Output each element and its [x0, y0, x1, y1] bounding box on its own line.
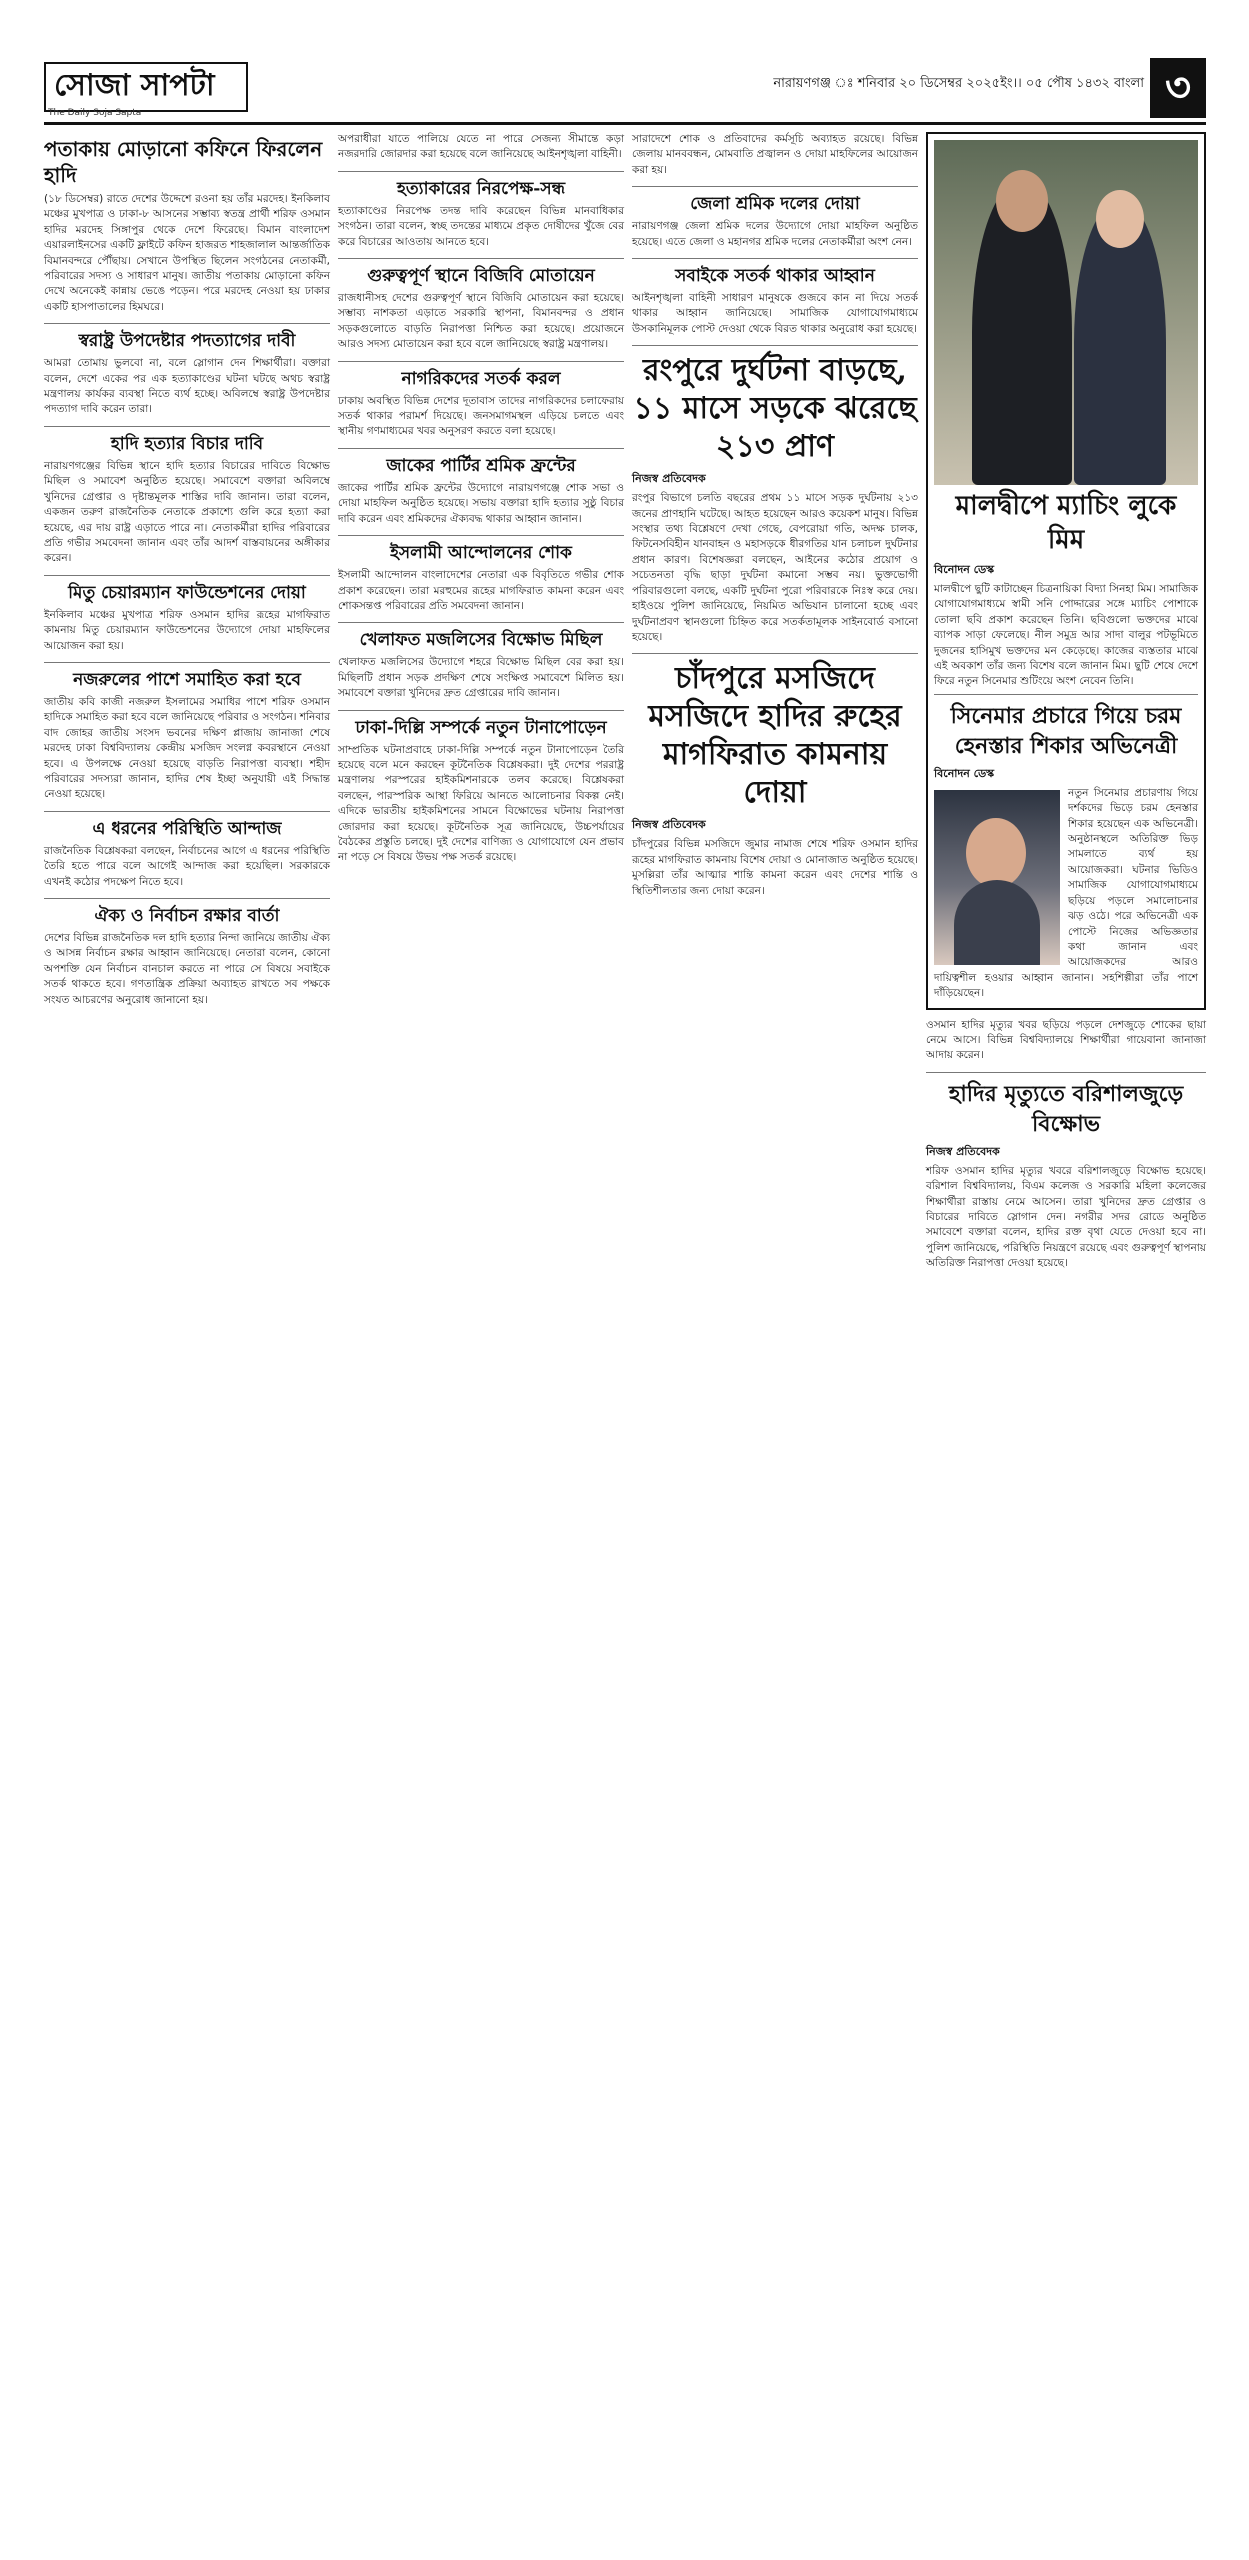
page-number: ৩ — [1150, 58, 1206, 118]
article-headline: মিতু চেয়ারম্যান ফাউন্ডেশনের দোয়া — [68, 582, 306, 603]
dateline: নারায়ণগঞ্জ ঃ শনিবার ২০ ডিসেম্বর ২০২৫ইং।। ০৫ পৌষ ১৪৩২ বাংলা — [773, 76, 1144, 91]
article-byline: বিনোদন ডেস্ক — [934, 563, 995, 576]
article-byline: নিজস্ব প্রতিবেদক — [926, 1144, 1000, 1158]
actress-photo — [934, 790, 1060, 965]
article — [44, 905, 330, 1008]
article-headline: জাকের পার্টির শ্রমিক ফ্রন্টের — [386, 455, 576, 476]
article-body: জাতীয় কবি কাজী নজরুল ইসলামের সমাধির পাশে শরিফ ওসমান হাদিকে সমাহিত করা হবে বলে জানিয়েছে পরিবার ও সংগঠন। শনিবার বাদ জোহর জাতীয় সংসদ ভবনের দক্ষিণ প্লাজায় জানাজা শেষে মরদেহ ঢাকা বিশ্ববিদ্যালয় কেন্দ্রীয় মসজিদ সংলগ্ন কবরস্থানে নেওয়া হবে। এ উপলক্ষে নেওয়া হয়েছে বাড়তি নিরাপত্তা ব্যবস্থা। শহীদ পরিবারের সদস্যরা জানান, হাদির শেষ ইচ্ছা অনুযায়ী এই সিদ্ধান্ত নেওয়া হয়েছে। — [44, 695, 330, 801]
article-headline: জেলা শ্রমিক দলের দোয়া — [690, 194, 860, 215]
article-body: সারাদেশে শোক ও প্রতিবাদের কর্মসূচি অব্যাহত রয়েছে। বিভিন্ন জেলায় মানববন্ধন, মোমবাতি প্রজ্বালন ও দোয়া মাহফিলের আয়োজন করা হয়। — [632, 133, 918, 176]
article-body: ওসমান হাদির মৃত্যুর খবর ছড়িয়ে পড়লে দেশজুড়ে শোকের ছায়া নেমে আসে। বিভিন্ন বিশ্ববিদ্যালয়ে শিক্ষার্থীরা গায়েবানা জানাজা আদায় করেন। — [926, 1018, 1206, 1062]
article-headline: ইসলামী আন্দোলনের শোক — [390, 543, 572, 564]
masthead — [44, 62, 1206, 125]
article — [44, 818, 330, 890]
article — [338, 629, 624, 701]
article — [338, 178, 624, 250]
article-headline: স্বরাষ্ট্র উপদেষ্টার পদত্যাগের দাবী — [78, 331, 296, 352]
article-headline: নজরুলের পাশে সমাহিত করা হবে — [73, 669, 301, 690]
article-body: আমরা তোমায় ভুলবো না, বলে স্লোগান দেন শিক্ষার্থীরা। বক্তারা বলেন, দেশে একের পর এক হত্যাকাণ্ডের ঘটনা ঘটছে অথচ স্বরাষ্ট্র মন্ত্রণালয় কার্যকর ব্যবস্থা নিতে ব্যর্থ হচ্ছে। অবিলম্বে স্বরাষ্ট্র উপদেষ্টার পদত্যাগ দাবি করেন তারা। — [44, 357, 330, 416]
article-body: নতুন সিনেমার প্রচারণায় গিয়ে দর্শকদের ভিড়ে চরম হেনস্তার শিকার হয়েছেন এক অভিনেত্রী। অনুষ্ঠানস্থলে অতিরিক্ত ভিড় সামলাতে ব্যর্থ হয় আয়োজকরা। ঘটনার ভিডিও সামাজিক যোগাযোগমাধ্যমে ছড়িয়ে পড়লে সমালোচনার ঝড় ওঠে। পরে অভিনেত্রী এক পোস্টে নিজের অভিজ্ঞতার কথা জানান এবং আয়োজকদের আরও দায়িত্বশীল হওয়ার আহ্বান জানান। সহশিল্পীরা তাঁর পাশে দাঁড়িয়েছেন। — [934, 786, 1198, 1000]
column-2 — [338, 132, 624, 874]
article-body: ঢাকায় অবস্থিত বিভিন্ন দেশের দূতাবাস তাদের নাগরিকদের চলাফেরায় সতর্ক থাকার পরামর্শ দিয়েছে। জনসমাগমস্থল এড়িয়ে চলতে এবং স্থানীয় গণমাধ্যমের খবর অনুসরণ করতে বলা হয়েছে। — [338, 394, 624, 438]
article-body: মালদ্বীপে ছুটি কাটাচ্ছেন চিত্রনায়িকা বিদ্যা সিনহা মিম। সামাজিক যোগাযোগমাধ্যমে স্বামী সনি পোদ্দারের সঙ্গে ম্যাচিং পোশাকে তোলা ছবি প্রকাশ করেছেন তিনি। ছবিগুলো ভক্তদের মাঝে ব্যাপক সাড়া ফেলেছে। নীল সমুদ্র আর সাদা বালুর পটভূমিতে দুজনের হাসিমুখ ভক্তদের মন কেড়েছে। কাজের ব্যস্ততার মাঝে এই অবকাশ তাঁর জন্য বিশেষ বলে জানান মিম। ছুটি শেষে দেশে ফিরে নতুন সিনেমার শুটিংয়ে অংশ নেবেন তিনি। — [934, 583, 1198, 688]
article-headline: খেলাফত মজলিসের বিক্ষোভ মিছিল — [359, 630, 603, 651]
article-body: আইনশৃঙ্খলা বাহিনী সাধারণ মানুষকে গুজবে কান না দিয়ে সতর্ক থাকার আহ্বান জানিয়েছে। সামাজিক যোগাযোগমাধ্যমে উসকানিমূলক পোস্ট দেওয়া থেকে বিরত থাকার অনুরোধ করা হয়েছে। — [632, 292, 918, 335]
article-headline: চাঁদপুরে মসজিদে মসজিদে হাদির রুহের মাগফিরাত কামনায় দোয়া — [648, 661, 902, 811]
article — [632, 660, 918, 899]
article-body: জাকের পার্টির শ্রমিক ফ্রন্টের উদ্যোগে নারায়ণগঞ্জে শোক সভা ও দোয়া মাহফিল অনুষ্ঠিত হয়েছে। সভায় বক্তারা হাদি হত্যার সুষ্ঠু বিচার দাবি করেন এবং শ্রমিকদের ঐক্যবদ্ধ থাকার আহ্বান জানান। — [338, 481, 624, 525]
article — [338, 132, 624, 163]
article-body: (১৮ ডিসেম্বর) রাতে দেশের উদ্দেশে রওনা হয় তাঁর মরদেহ। ইনকিলাব মঞ্চের মুখপাত্র ও ঢাকা-৮ আসনের সম্ভাব্য স্বতন্ত্র প্রার্থী শরিফ ওসমান হাদির মরদেহ সিঙ্গাপুর থেকে দেশে ফিরেছে। বিমান বাংলাদেশ এয়ারলাইনসের একটি ফ্লাইটে কফিন হাজরত শাহজালাল আন্তর্জাতিক বিমানবন্দরে পৌঁছায়। সেখানে উপস্থিত ছিলেন সংগঠনের নেতাকর্মী, পরিবারের সদস্য ও সাধারণ মানুষ। জাতীয় পতাকায় মোড়ানো কফিন দেখে অনেকেই কান্নায় ভেঙে পড়েন। পরে মরদেহ নেওয়া হয় ঢাকার একটি হাসপাতালের হিমঘরে। — [44, 193, 330, 313]
article — [338, 717, 624, 866]
article-headline: নাগরিকদের সতর্ক করল — [401, 368, 561, 389]
logo-text: সোজা সাপটা — [54, 68, 215, 103]
article-body: নারায়ণগঞ্জ জেলা শ্রমিক দলের উদ্যোগে দোয়া মাহফিল অনুষ্ঠিত হয়েছে। এতে জেলা ও মহানগর শ্রমিক দলের নেতাকর্মীরা অংশ নেন। — [632, 220, 918, 248]
article — [44, 136, 330, 315]
article-headline: সিনেমার প্রচারে গিয়ে চরম হেনস্তার শিকার অভিনেত্রী — [950, 702, 1182, 759]
logo-subtitle: The Daily Soja Sapta — [48, 108, 142, 118]
article-body: ইসলামী আন্দোলন বাংলাদেশের নেতারা এক বিবৃতিতে গভীর শোক প্রকাশ করেছেন। তারা মরহুমের রূহের মাগফিরাত কামনা করেন এবং শোকসন্তপ্ত পরিবারের প্রতি সমবেদনা জানান। — [338, 569, 624, 612]
article-headline: মালদ্বীপে ম্যাচিং লুকে মিম — [955, 491, 1177, 555]
article-headline: হাদির মৃত্যুতে বরিশালজুড়ে বিক্ষোভ — [948, 1080, 1184, 1137]
logo — [44, 62, 248, 112]
article-headline: পতাকায় মোড়ানো কফিনে ফিরলেন হাদি — [44, 137, 323, 187]
article — [338, 265, 624, 353]
article-body: দেশের বিভিন্ন রাজনৈতিক দল হাদি হত্যার নিন্দা জানিয়ে জাতীয় ঐক্য ও আসন্ন নির্বাচন রক্ষার আহ্বান জানিয়েছে। নেতারা বলেন, কোনো অপশক্তি যেন নির্বাচন বানচাল করতে না পারে সে বিষয়ে সবাইকে সতর্ক থাকতে হবে। গণতান্ত্রিক প্রক্রিয়া অব্যাহত রাখতে সব পক্ষকে সংযত আচরণের অনুরোধ জানানো হয়। — [44, 932, 330, 1006]
article — [926, 1018, 1206, 1064]
article-headline: ঐক্য ও নির্বাচন রক্ষার বার্তা — [94, 906, 280, 926]
article-headline: গুরুত্বপূর্ণ স্থানে বিজিবি মোতায়েন — [367, 266, 595, 287]
article-headline: সবাইকে সতর্ক থাকার আহ্বান — [675, 266, 875, 287]
article-body: হত্যাকাণ্ডের নিরপেক্ষ তদন্ত দাবি করেছেন বিভিন্ন মানবাধিকার সংগঠন। তারা বলেন, স্বচ্ছ তদন্তের মাধ্যমে প্রকৃত দোষীদের খুঁজে বের করে বিচারের আওতায় আনতে হবে। — [338, 204, 624, 248]
entertainment-box — [926, 132, 1206, 1010]
article — [632, 352, 918, 645]
article-headline: রংপুরে দুর্ঘটনা বাড়ছে, ১১ মাসে সড়কে ঝরেছে ২১৩ প্রাণ — [633, 353, 917, 465]
article-body: সাম্প্রতিক ঘটনাপ্রবাহে ঢাকা-দিল্লি সম্পর্কে নতুন টানাপোড়েন তৈরি হয়েছে বলে মনে করছেন কূটনৈতিক বিশ্লেষকরা। দুই দেশের পররাষ্ট্র মন্ত্রণালয় পরস্পরের হাইকমিশনারকে তলব করেছে। বিশ্লেষকরা বলছেন, পারস্পরিক আস্থা ফিরিয়ে আনতে আলোচনার বিকল্প নেই। এদিকে ভারতীয় হাইকমিশনের সামনে বিক্ষোভের ঘটনায় নিরাপত্তা জোরদার করা হয়েছে। কূটনৈতিক সূত্র জানিয়েছে, উচ্চপর্যায়ের বৈঠকের প্রস্তুতি চলছে। দুই দেশের বাণিজ্য ও যোগাযোগে যেন প্রভাব না পড়ে সে বিষয়ে উভয় পক্ষ সতর্ক রয়েছে। — [338, 743, 624, 864]
article — [44, 433, 330, 567]
article — [44, 582, 330, 654]
article-byline: নিজস্ব প্রতিবেদক — [632, 472, 706, 486]
article-body: রাজনৈতিক বিশ্লেষকরা বলছেন, নির্বাচনের আগে এ ধরনের পরিস্থিতি তৈরি হতে পারে বলে আগেই আন্দাজ করা হয়েছিল। সরকারকে এখনই কঠোর পদক্ষেপ নিতে হবে। — [44, 844, 330, 888]
column-3 — [632, 132, 918, 907]
article-headline: হত্যাকারের নিরপেক্ষ-সন্ধ — [396, 178, 566, 199]
article-byline: নিজস্ব প্রতিবেদক — [632, 818, 706, 832]
article-headline: ঢাকা-দিল্লি সম্পর্কে নতুন টানাপোড়েন — [355, 717, 607, 738]
article — [338, 542, 624, 614]
article-body: ইনকিলাব মঞ্চের মুখপাত্র শরিফ ওসমান হাদির রূহের মাগফিরাত কামনায় মিতু চেয়ারম্যান ফাউন্ডেশনের উদ্যোগে দোয়া মাহফিলের আয়োজন করা হয়। — [44, 608, 330, 652]
article-headline: এ ধরনের পরিস্থিতি আন্দাজ — [92, 818, 282, 839]
article — [44, 330, 330, 418]
article-body: শরিফ ওসমান হাদির মৃত্যুর খবরে বরিশালজুড়ে বিক্ষোভ হয়েছে। বরিশাল বিশ্ববিদ্যালয়, বিএম কলেজ ও সরকারি মহিলা কলেজের শিক্ষার্থীরা রাস্তায় নেমে আসেন। তারা খুনিদের দ্রুত গ্রেপ্তার ও বিচারের দাবিতে স্লোগান দেন। নগরীর সদর রোডে অনুষ্ঠিত সমাবেশে বক্তারা বলেন, হাদির রক্ত বৃথা যেতে দেওয়া হবে না। পুলিশ জানিয়েছে, পরিস্থিতি নিয়ন্ত্রণে রয়েছে এবং গুরুত্বপূর্ণ স্থাপনায় অতিরিক্ত নিরাপত্তা দেওয়া হয়েছে। — [926, 1164, 1206, 1270]
article — [632, 132, 918, 178]
couple-photo — [934, 140, 1198, 485]
article-headline: হাদি হত্যার বিচার দাবি — [110, 433, 264, 454]
article — [338, 368, 624, 440]
article — [926, 1079, 1206, 1272]
article — [44, 669, 330, 803]
article — [338, 455, 624, 527]
article-body: চাঁদপুরের বিভিন্ন মসজিদে জুমার নামাজ শেষে শরিফ ওসমান হাদির রূহের মাগফিরাত কামনায় বিশেষ দোয়া ও মোনাজাত অনুষ্ঠিত হয়েছে। মুসল্লিরা তাঁর আত্মার শান্তি কামনা করেন এবং দেশের শান্তি ও স্থিতিশীলতার জন্য দোয়া করেন। — [632, 838, 918, 897]
article-byline: বিনোদন ডেস্ক — [934, 766, 995, 780]
article — [632, 193, 918, 250]
article — [632, 265, 918, 337]
column-4 — [926, 132, 1206, 1280]
article-body: রংপুর বিভাগে চলতি বছরের প্রথম ১১ মাসে সড়ক দুর্ঘটনায় ২১৩ জনের প্রাণহানি ঘটেছে। আহত হয়েছেন আরও কয়েকশ মানুষ। বিভিন্ন সংস্থার তথ্য বিশ্লেষণে দেখা গেছে, বেপরোয়া গতি, অদক্ষ চালক, ফিটনেসবিহীন যানবাহন ও মহাসড়কে ধীরগতির যান চলাচল দুর্ঘটনার প্রধান কারণ। বিশেষজ্ঞরা বলছেন, আইনের কঠোর প্রয়োগ ও সচেতনতা বৃদ্ধি ছাড়া দুর্ঘটনা কমানো সম্ভব নয়। ভুক্তভোগী পরিবারগুলো বলছে, একটি দুর্ঘটনা পুরো পরিবারকে নিঃস্ব করে দেয়। হাইওয়ে পুলিশ জানিয়েছে, নিয়মিত অভিযান চালানো হচ্ছে এবং দুর্ঘটনাপ্রবণ স্থানগুলো চিহ্নিত করে সতর্কতামূলক সাইনবোর্ড বসানো হয়েছে। — [632, 492, 918, 643]
column-1 — [44, 132, 330, 1016]
article-body: নারায়ণগঞ্জের বিভিন্ন স্থানে হাদি হত্যার বিচারের দাবিতে বিক্ষোভ মিছিল ও সমাবেশ অনুষ্ঠিত হয়েছে। সমাবেশে বক্তারা অবিলম্বে খুনিদের গ্রেপ্তার ও দৃষ্টান্তমূলক শাস্তির দাবি জানান। তারা বলেন, একজন তরুণ রাজনৈতিক নেতাকে প্রকাশ্যে গুলি করে হত্যা করা হয়েছে, এর দায় রাষ্ট্র এড়াতে পারে না। নেতাকর্মীরা হাদির পরিবারের প্রতি গভীর সমবেদনা জানান এবং তাঁর আদর্শ বাস্তবায়নের অঙ্গীকার করেন। — [44, 459, 330, 565]
article-body: খেলাফত মজলিসের উদ্যোগে শহরে বিক্ষোভ মিছিল বের করা হয়। মিছিলটি প্রধান সড়ক প্রদক্ষিণ শেষে সংক্ষিপ্ত সমাবেশে মিলিত হয়। সমাবেশে বক্তারা খুনিদের দ্রুত গ্রেপ্তারের দাবি জানান। — [338, 656, 624, 700]
article-body: অপরাধীরা যাতে পালিয়ে যেতে না পারে সেজন্য সীমান্তে কড়া নজরদারি জোরদার করা হয়েছে বলে জানিয়েছে আইনশৃঙ্খলা বাহিনী। — [338, 133, 624, 161]
article-body: রাজধানীসহ দেশের গুরুত্বপূর্ণ স্থানে বিজিবি মোতায়েন করা হয়েছে। সম্ভাব্য নাশকতা এড়াতে সরকারি স্থাপনা, বিমানবন্দর ও প্রধান সড়কগুলোতে বাড়তি নিরাপত্তা নিশ্চিত করা হয়েছে। প্রয়োজনে আরও সদস্য মোতায়েন করা হবে বলে জানিয়েছে স্বরাষ্ট্র মন্ত্রণালয়। — [338, 292, 624, 351]
